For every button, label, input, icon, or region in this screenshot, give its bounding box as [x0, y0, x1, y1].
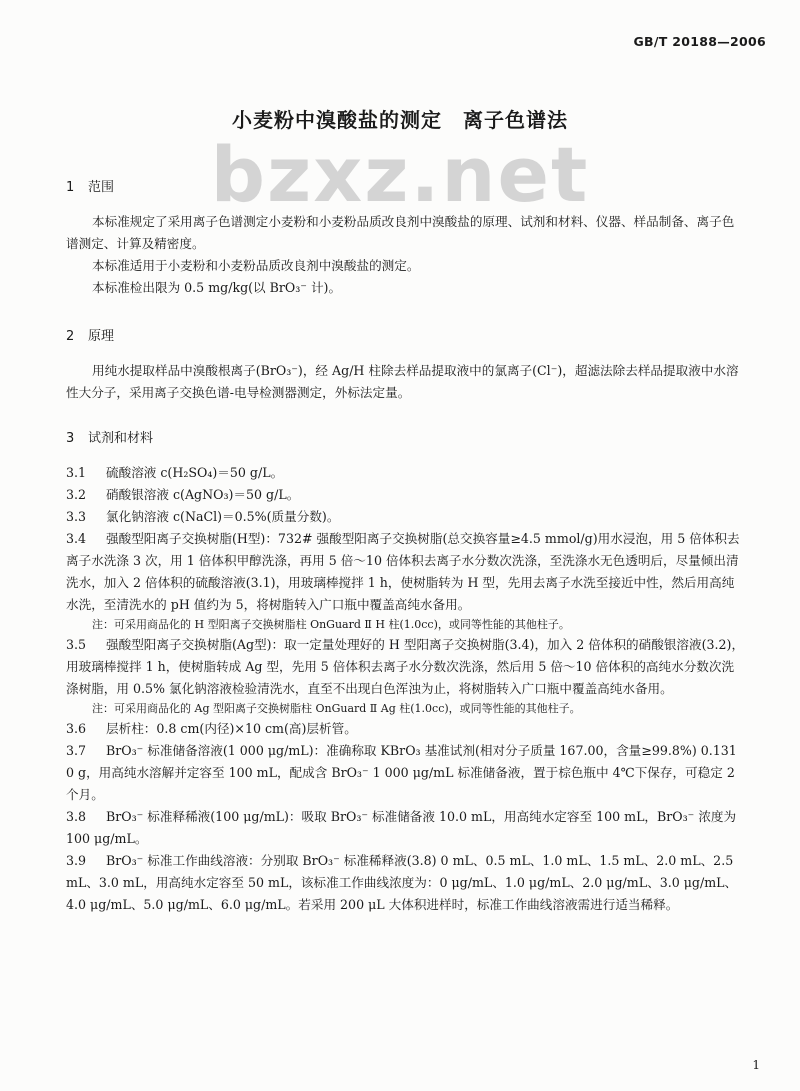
section-scope: [66, 177, 746, 299]
clause-text: BrO₃⁻ 标准释稀液(100 μg/mL)：吸取 BrO₃⁻ 标准储备液 10.0 mL，用高纯水定容至 100 mL，BrO₃⁻ 浓度为 100 μg/mL。: [66, 809, 737, 846]
clause-number: 3.6: [66, 721, 87, 736]
clause-number: 3.4: [66, 531, 87, 546]
note: 注：可采用商品化的 H 型阳离子交换树脂柱 OnGuard Ⅱ H 柱(1.0cc)，或同等性能的其他柱子。: [92, 618, 570, 631]
clause-number: 3.9: [66, 853, 87, 868]
clause-3-1: [66, 462, 746, 484]
standard-number: GB/T 20188—2006: [633, 34, 766, 49]
section-number: 1: [66, 180, 75, 195]
section-title: 试剂和材料: [88, 431, 154, 446]
clause-3-8: [66, 806, 746, 850]
clause-text: BrO₃⁻ 标准工作曲线溶液：分别取 BrO₃⁻ 标准稀释液(3.8) 0 mL、0.5 mL、1.0 mL、1.5 mL、2.0 mL、2.5 mL、3.0 mL，用高纯水定容至 50 mL，该标准工作曲线浓度为：0 μg/mL、1.0 μg/mL、2.0 μg/mL、3.0 μg/mL、4.0 μg/mL、5.0 μg/mL、6.0 μg/mL。若采用 200 μL 大体积进样时，标准工作曲线溶液需进行适当稀释。: [66, 853, 738, 912]
clause-number: 3.7: [66, 743, 87, 758]
clause-text: 强酸型阳离子交换树脂(H型)：732# 强酸型阳离子交换树脂(总交换容量≥4.5 mmol/g)用水浸泡，用 5 倍体积去离子水洗涤 3 次，用 1 倍体积甲醇洗涤，再用 5 倍～10 倍体积去离子水分数次洗涤，至洗涤水无色透明后，尽量倾出清洗水，加入 2 倍体积的硫酸溶液(3.1)，用玻璃棒搅拌 1 h，使树脂转为 H 型，先用去离子水洗至接近中性，然后用高纯水洗，至清洗水的 pH 值约为 5，将树脂转入广口瓶中覆盖高纯水备用。: [66, 531, 740, 612]
section-number: 2: [66, 329, 75, 344]
clause-text: 硝酸银溶液 c(AgNO₃)＝50 g/L。: [106, 487, 300, 502]
section-number: 3: [66, 431, 75, 446]
clause-3-9: [66, 850, 746, 916]
clause-3-7: [66, 740, 746, 806]
clause-text: 层析柱：0.8 cm(内径)×10 cm(高)层析管。: [106, 721, 357, 736]
clause-number: 3.8: [66, 809, 87, 824]
clause-3-6: [66, 718, 746, 740]
page-number: 1: [752, 1058, 760, 1072]
document-title: 小麦粉中溴酸盐的测定 离子色谱法: [232, 108, 568, 132]
clause-number: 3.3: [66, 509, 87, 524]
section-principle: [66, 326, 746, 404]
clause-text: 强酸型阳离子交换树脂(Ag型)：取一定量处理好的 H 型阳离子交换树脂(3.4)，加入 2 倍体积的硝酸银溶液(3.2)，用玻璃棒搅拌 1 h，使树脂转成 Ag 型，先用 5 倍体积去离子水分数次洗涤，然后用 5 倍～10 倍体积的高纯水分数次洗涤树脂，用 0.5% 氯化钠溶液检验清洗水，直至不出现白色浑浊为止，将树脂转入广口瓶中覆盖高纯水备用。: [66, 637, 745, 696]
watermark: bzxz.net: [210, 130, 590, 219]
clause-3-3: [66, 506, 746, 528]
clause-number: 3.1: [66, 465, 87, 480]
clause-3-2: [66, 484, 746, 506]
section-title: 范围: [88, 180, 115, 195]
clause-number: 3.2: [66, 487, 87, 502]
clause-number: 3.5: [66, 637, 87, 652]
clause-3-4: [66, 528, 746, 616]
paragraph: 用纯水提取样品中溴酸根离子(BrO₃⁻)，经 Ag/H 柱除去样品提取液中的氯离子(Cl⁻)，超滤法除去样品提取液中水溶性大分子，采用离子交换色谱-电导检测器测定，外标法定量。: [66, 363, 739, 400]
section-title: 原理: [88, 329, 115, 344]
section-heading: [66, 326, 746, 348]
paragraph: 本标准检出限为 0.5 mg/kg(以 BrO₃⁻ 计)。: [92, 280, 342, 295]
section-reagents: [66, 428, 746, 916]
clause-text: 氯化钠溶液 c(NaCl)＝0.5%(质量分数)。: [106, 509, 340, 524]
section-heading: [66, 177, 746, 199]
clause-text: BrO₃⁻ 标准储备溶液(1 000 μg/mL)：准确称取 KBrO₃ 基准试剂(相对分子质量 167.00，含量≥99.8%) 0.131 0 g，用高纯水溶解并定容至 100 mL，配成含 BrO₃⁻ 1 000 μg/mL 标准储备液，置于棕色瓶中 4℃下保存，可稳定 2 个月。: [66, 743, 737, 802]
note: 注：可采用商品化的 Ag 型阳离子交换树脂柱 OnGuard Ⅱ Ag 柱(1.0cc)，或同等性能的其他柱子。: [92, 702, 581, 715]
section-heading: [66, 428, 746, 450]
paragraph: 本标准适用于小麦粉和小麦粉品质改良剂中溴酸盐的测定。: [92, 258, 420, 273]
clause-text: 硫酸溶液 c(H₂SO₄)＝50 g/L。: [106, 465, 284, 480]
clause-3-5: [66, 634, 746, 700]
paragraph: 本标准规定了采用离子色谱测定小麦粉和小麦粉品质改良剂中溴酸盐的原理、试剂和材料、仪器、样品制备、离子色谱测定、计算及精密度。: [66, 214, 735, 251]
